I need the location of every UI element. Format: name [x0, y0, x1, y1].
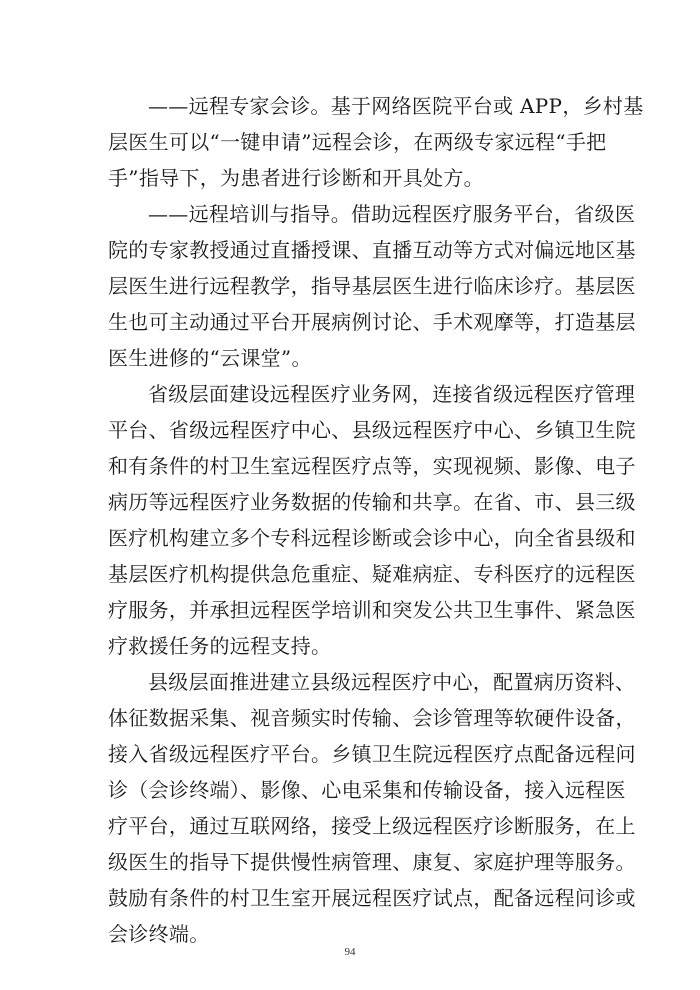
text-line: 鼓励有条件的村卫生室开展远程医疗试点，配备远程问诊或 [108, 886, 636, 910]
text-line: 县级层面推进建立县级远程医疗中心，配置病历资料、 [148, 670, 636, 694]
text-line: 层医生进行远程教学，指导基层医生进行临床诊疗。基层医 [108, 274, 636, 298]
text-line: 基层医疗机构提供急危重症、疑难病症、专科医疗的远程医 [108, 562, 636, 586]
text-line: 疗救援任务的远程支持。 [108, 634, 332, 658]
text-line: 平台、省级远程医疗中心、县级远程医疗中心、乡镇卫生院 [108, 418, 636, 442]
paragraph-county-level [108, 664, 636, 952]
text-line: 和有条件的村卫生室远程医疗点等，实现视频、影像、电子 [108, 454, 636, 478]
page-number: 94 [344, 946, 356, 958]
text-line: 生也可主动通过平台开展病例讨论、手术观摩等，打造基层 [108, 310, 636, 334]
text-line: 疗服务，并承担远程医学培训和突发公共卫生事件、紧急医 [108, 598, 636, 622]
text-line: ——远程培训与指导。借助远程医疗服务平台，省级医 [148, 202, 636, 226]
text-line: 接入省级远程医疗平台。乡镇卫生院远程医疗点配备远程问 [108, 742, 636, 766]
text-line: 病历等远程医疗业务数据的传输和共享。在省、市、县三级 [108, 490, 636, 514]
paragraph-remote-consultation [108, 88, 644, 196]
text-line: 会诊终端。 [108, 922, 210, 946]
text-line: 医生进修的“云课堂”。 [108, 346, 312, 370]
text-line: ——远程专家会诊。基于网络医院平台或 APP，乡村基 [148, 94, 644, 118]
text-line: 层医生可以“一键申请”远程会诊，在两级专家远程“手把 [108, 130, 607, 154]
text-line: 省级层面建设远程医疗业务网，连接省级远程医疗管理 [148, 382, 636, 406]
text-line: 医疗机构建立多个专科远程诊断或会诊中心，向全省县级和 [108, 526, 636, 550]
text-line: 院的专家教授通过直播授课、直播互动等方式对偏远地区基 [108, 238, 636, 262]
body-text [108, 88, 644, 952]
paragraph-provincial-level [108, 376, 636, 664]
text-line: 级医生的指导下提供慢性病管理、康复、家庭护理等服务。 [108, 850, 636, 874]
text-line: 手”指导下，为患者进行诊断和开具处方。 [108, 166, 484, 190]
text-line: 体征数据采集、视音频实时传输、会诊管理等软硬件设备， [108, 706, 636, 730]
text-line: 诊（会诊终端）、影像、心电采集和传输设备，接入远程医 [108, 778, 626, 802]
paragraph-remote-training [108, 196, 636, 376]
text-line: 疗平台，通过互联网络，接受上级远程医疗诊断服务，在上 [108, 814, 636, 838]
